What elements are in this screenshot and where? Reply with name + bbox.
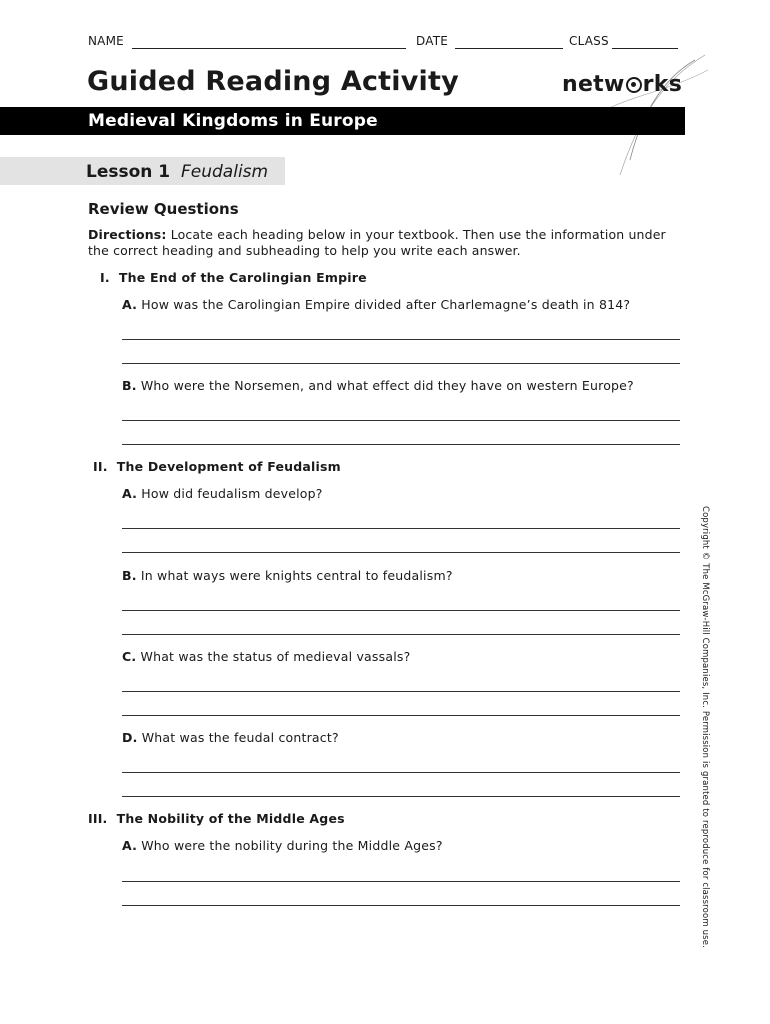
- question: D. What was the feudal contract?: [122, 730, 339, 745]
- question: A. How was the Carolingian Empire divided after Charlemagne’s death in 814?: [122, 297, 631, 312]
- answer-line[interactable]: [122, 610, 680, 611]
- logo-text-end: rks: [642, 72, 683, 97]
- question: A. Who were the nobility during the Middle Ages?: [122, 838, 443, 853]
- answer-line[interactable]: [122, 772, 680, 773]
- lesson-name: Feudalism: [181, 162, 269, 182]
- question: A. How did feudalism develop?: [122, 486, 323, 501]
- answer-line[interactable]: [122, 528, 680, 529]
- directions-text: Locate each heading below in your textbook. Then use the information under the correct heading and subheading to help you write each answer.: [88, 227, 666, 258]
- answer-line[interactable]: [122, 691, 680, 692]
- answer-line[interactable]: [122, 905, 680, 906]
- date-field-line[interactable]: [455, 48, 563, 49]
- section-heading: III. The Nobility of the Middle Ages: [88, 811, 345, 826]
- copyright-notice: Copyright © The McGraw-Hill Companies, Inc. Permission is granted to reproduce for classroom use.: [700, 506, 710, 948]
- class-label: CLASS: [569, 34, 609, 48]
- section-heading: I. The End of the Carolingian Empire: [100, 270, 367, 285]
- name-field-line[interactable]: [132, 48, 406, 49]
- section-heading: II. The Development of Feudalism: [93, 459, 341, 474]
- name-label: NAME: [88, 34, 124, 48]
- review-heading: Review Questions: [88, 200, 239, 218]
- networks-logo: [562, 72, 682, 97]
- chapter-title: Medieval Kingdoms in Europe: [88, 111, 378, 131]
- page-title: Guided Reading Activity: [87, 66, 459, 97]
- class-field-line[interactable]: [612, 48, 678, 49]
- answer-line[interactable]: [122, 634, 680, 635]
- question: B. Who were the Norsemen, and what effect did they have on western Europe?: [122, 378, 634, 393]
- lesson-number: Lesson 1: [86, 162, 171, 182]
- answer-line[interactable]: [122, 363, 680, 364]
- directions-label: Directions:: [88, 227, 167, 242]
- answer-line[interactable]: [122, 796, 680, 797]
- question: B. In what ways were knights central to feudalism?: [122, 568, 453, 583]
- answer-line[interactable]: [122, 339, 680, 340]
- directions: [88, 227, 678, 259]
- answer-line[interactable]: [122, 444, 680, 445]
- answer-line[interactable]: [122, 881, 680, 882]
- date-label: DATE: [416, 34, 449, 48]
- logo-o-icon: [626, 77, 642, 93]
- question: C. What was the status of medieval vassals?: [122, 649, 411, 664]
- answer-line[interactable]: [122, 552, 680, 553]
- answer-line[interactable]: [122, 715, 680, 716]
- logo-text-start: netw: [562, 72, 625, 97]
- answer-line[interactable]: [122, 420, 680, 421]
